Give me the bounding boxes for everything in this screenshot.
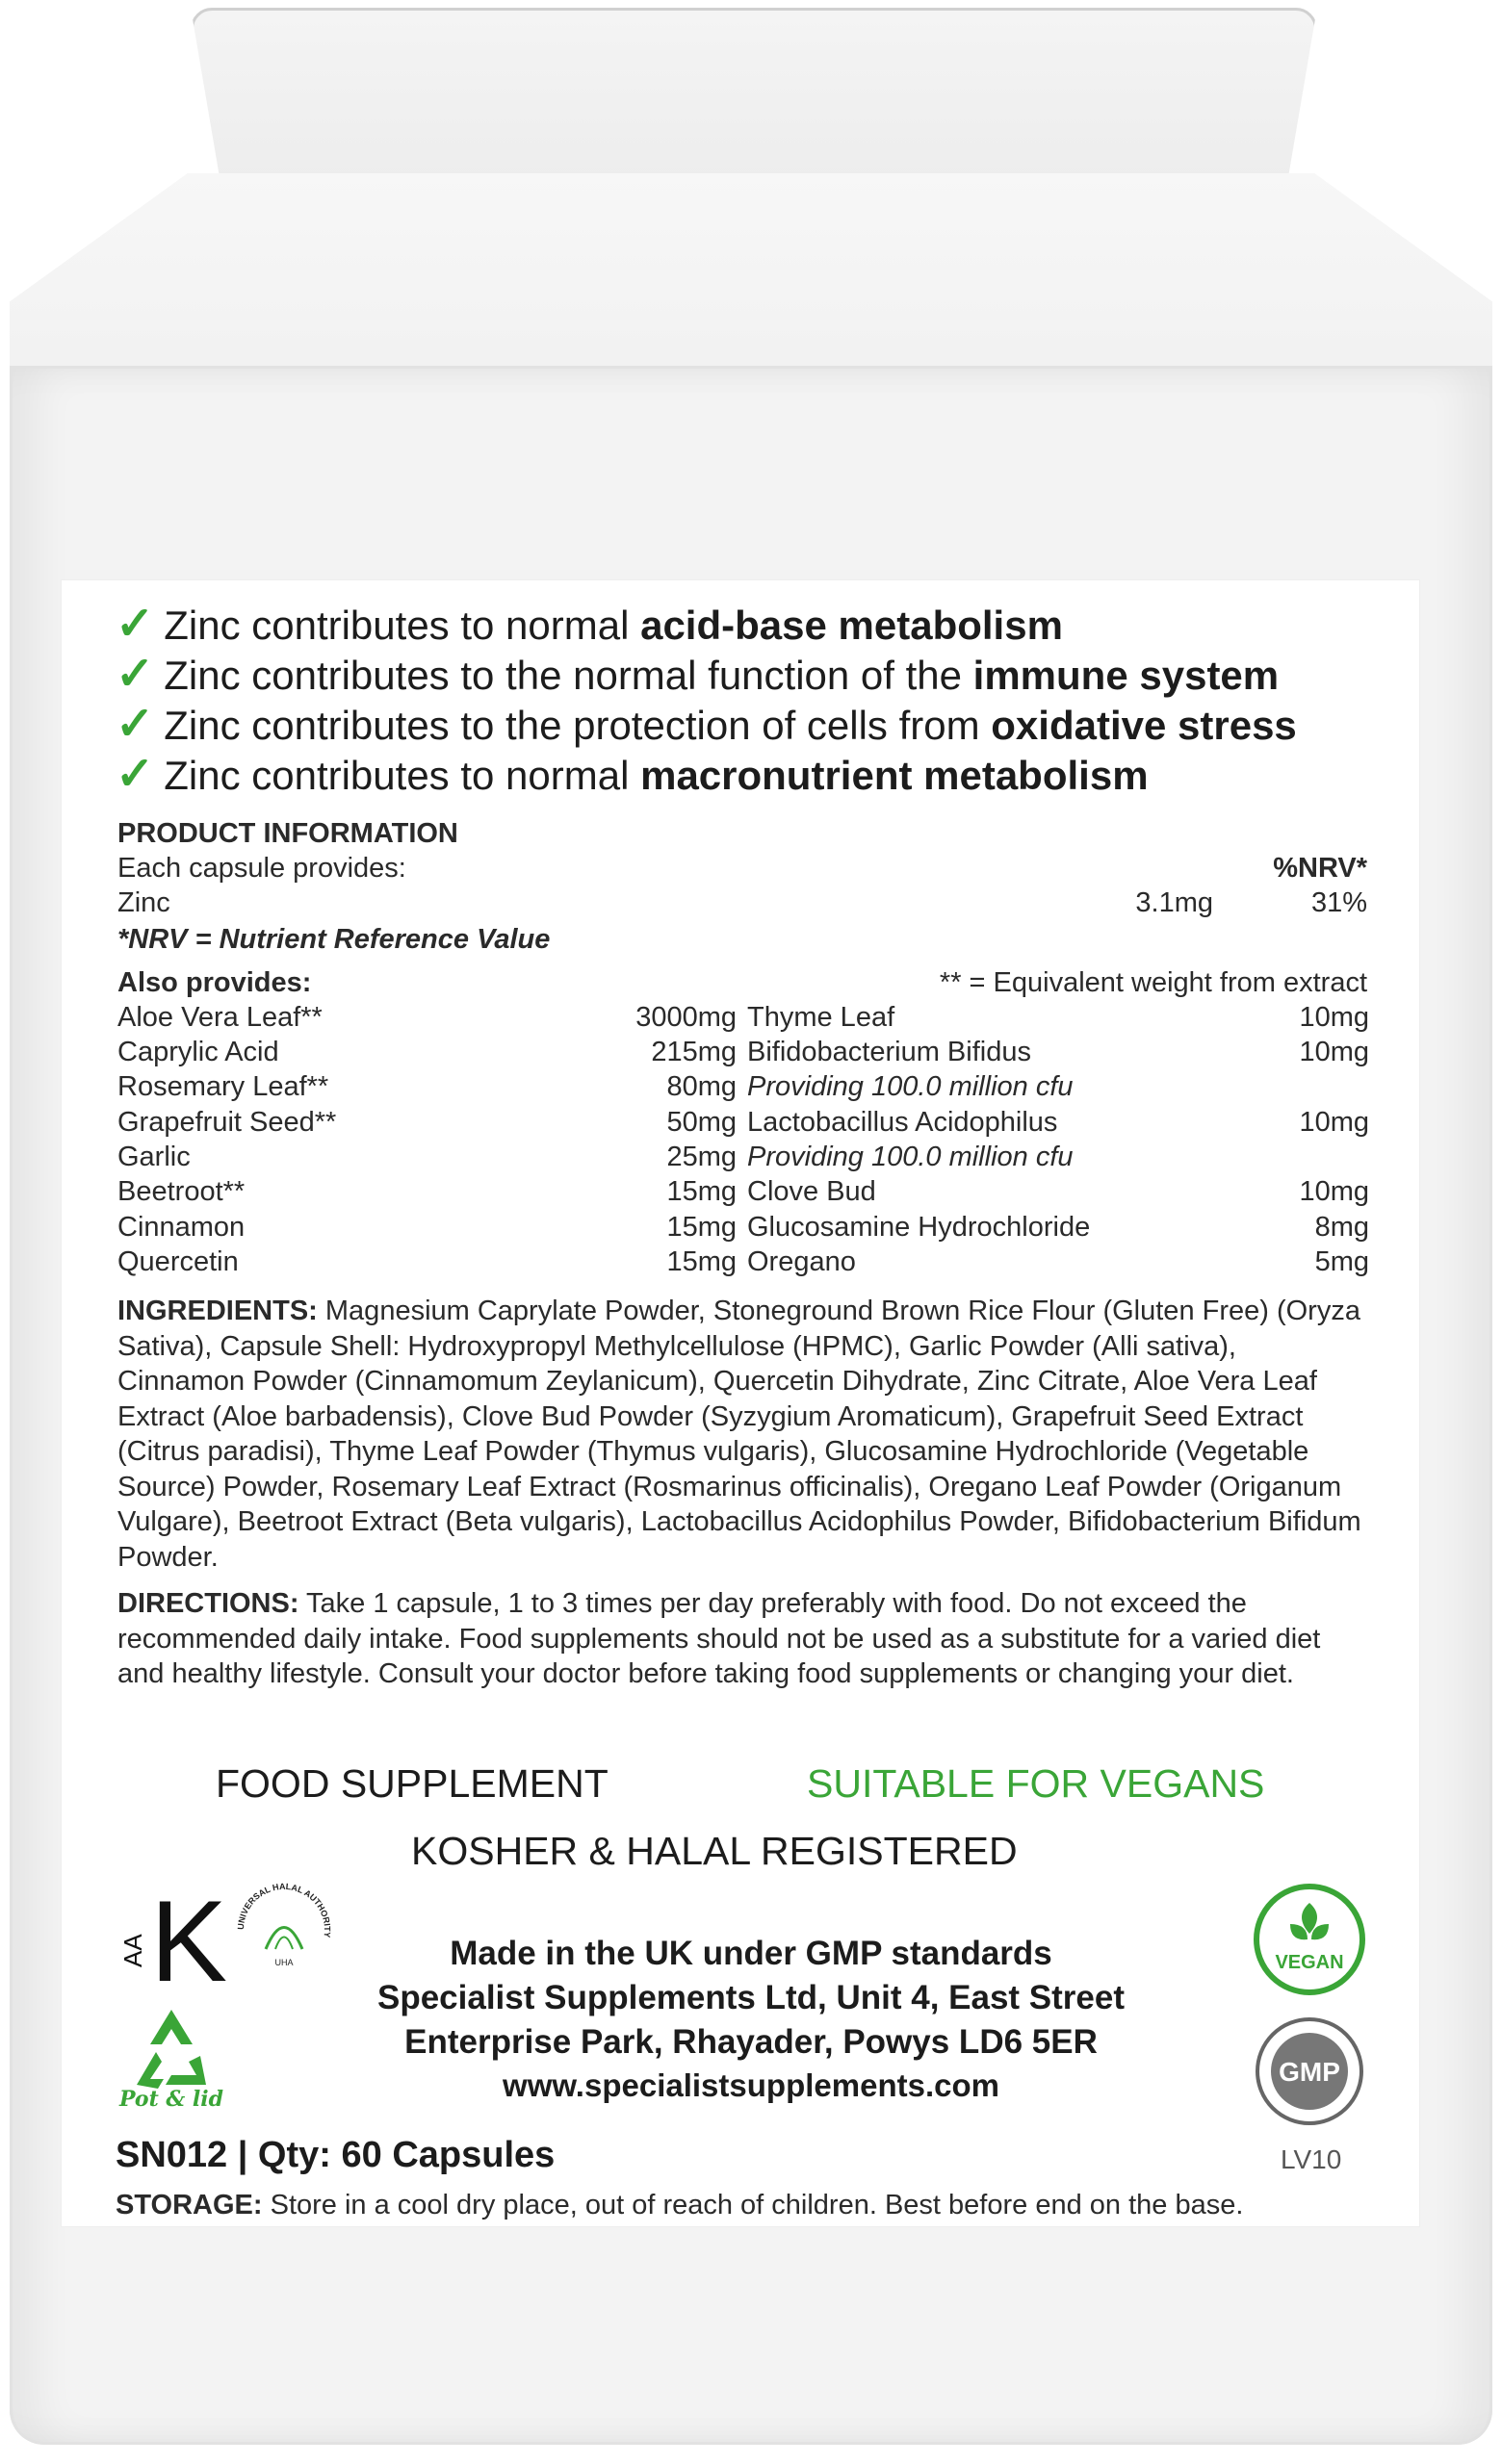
svg-text:K: K xyxy=(150,1877,228,1992)
list-item-amount: 8mg xyxy=(1314,1212,1369,1243)
nutrient-amount: 3.1mg xyxy=(1135,887,1213,918)
list-item-note: Providing 100.0 million cfu xyxy=(747,1071,1074,1102)
kosher-halal-text: KOSHER & HALAL REGISTERED xyxy=(411,1829,1018,1873)
nrv-note: *NRV = Nutrient Reference Value xyxy=(117,924,551,955)
list-item: Thyme Leaf xyxy=(747,1002,895,1033)
claim-3: ✓ Zinc contributes to the protection of cells from oxidative stress xyxy=(116,699,1297,750)
list-item-amount: 25mg xyxy=(666,1142,737,1172)
list-item: Lactobacillus Acidophilus xyxy=(747,1107,1058,1138)
checkmark-icon: ✓ xyxy=(116,749,155,800)
list-item-amount: 3000mg xyxy=(635,1002,737,1033)
list-item-amount: 10mg xyxy=(1299,1037,1369,1067)
list-item: Glucosamine Hydrochloride xyxy=(747,1212,1091,1243)
list-item: Rosemary Leaf** xyxy=(117,1071,329,1102)
food-supplement-text: FOOD SUPPLEMENT xyxy=(216,1761,609,1806)
list-item: Oregano xyxy=(747,1246,856,1277)
list-item-amount: 15mg xyxy=(666,1176,737,1207)
list-item: Clove Bud xyxy=(747,1176,876,1207)
nutrient-name: Zinc xyxy=(117,887,170,918)
list-item-amount: 10mg xyxy=(1299,1002,1369,1033)
directions-paragraph: DIRECTIONS: Take 1 capsule, 1 to 3 times per day preferably with food. Do not exceed the recommended daily intake. Food supplements should not be used as a substitute for a varied diet and healthy lifestyle. Consult your doctor before taking food supplements or changing your diet. xyxy=(117,1588,1321,1689)
svg-text:UNIVERSAL HALAL AUTHORITY: UNIVERSAL HALAL AUTHORITY xyxy=(235,1881,333,1938)
list-item: Quercetin xyxy=(117,1246,239,1277)
list-item-amount: 10mg xyxy=(1299,1176,1369,1207)
list-item: Cinnamon xyxy=(117,1212,246,1243)
svg-text:GMP: GMP xyxy=(1279,2057,1340,2087)
bottle-shoulder xyxy=(10,173,1492,395)
list-item-amount: 80mg xyxy=(666,1071,737,1102)
ingredients-paragraph: INGREDIENTS: Magnesium Caprylate Powder, Stoneground Brown Rice Flour (Gluten Free) (Oryza Sativa), Capsule Shell: Hydroxypropyl Methylcellulose (HPMC), Garlic Powder (Alli sativa), Cinnamon Powder (Cinnamomum Zeylanicum), Quercetin Dihydrate, Zinc Citrate, Aloe Vera Leaf Extract (Aloe barbadensis), Clove Bud Powder (Syzygium Aromaticum), Grapefruit Seed Extract (Citrus paradisi), Thyme Leaf Powder (Thymus vulgaris), Glucosamine Hydrochloride (Vegetable Source) Powder, Rosemary Leaf Extract (Rosmarinus officinalis), Oregano Leaf Powder (Origanum Vulgare), Beetroot Extract (Beta vulgaris), Lactobacillus Acidophilus Powder, Bifidobacterium Bifidum Powder. xyxy=(117,1296,1361,1573)
claim-4: ✓ Zinc contributes to normal macronutrient metabolism xyxy=(116,749,1149,800)
list-item: Bifidobacterium Bifidus xyxy=(747,1037,1031,1067)
list-item-amount: 5mg xyxy=(1314,1246,1369,1277)
list-item-amount: 10mg xyxy=(1299,1107,1369,1138)
list-item: Grapefruit Seed** xyxy=(117,1107,337,1138)
list-item-amount: 215mg xyxy=(651,1037,737,1067)
vegan-leaf-icon xyxy=(1252,1882,1367,1997)
website-link[interactable]: www.specialistsupplements.com xyxy=(503,2067,999,2103)
gmp-seal-icon xyxy=(1252,2014,1367,2129)
nutrient-nrv: 31% xyxy=(1310,887,1367,918)
checkmark-icon: ✓ xyxy=(116,599,155,650)
list-item-amount: 50mg xyxy=(666,1107,737,1138)
list-item: Aloe Vera Leaf** xyxy=(117,1002,323,1033)
made-in-uk: Made in the UK under GMP standards xyxy=(450,1935,1052,1972)
list-item: Beetroot** xyxy=(117,1176,246,1207)
vegan-logo xyxy=(1252,1882,1367,1997)
svg-text:VEGAN: VEGAN xyxy=(1275,1952,1344,1973)
claim-1: ✓ Zinc contributes to normal acid-base metabolism xyxy=(116,599,1063,650)
checkmark-icon: ✓ xyxy=(116,649,155,700)
storage-line: STORAGE: Store in a cool dry place, out of reach of children. Best before end on the base. xyxy=(116,2190,1244,2220)
company-address-line1: Specialist Supplements Ltd, Unit 4, East Street xyxy=(376,1979,1125,2016)
product-code-qty: SN012 | Qty: 60 Capsules xyxy=(116,2135,556,2175)
company-address-line2: Enterprise Park, Rhayader, Powys LD6 5ER xyxy=(404,2023,1098,2061)
suitable-for-vegans-text: SUITABLE FOR VEGANS xyxy=(807,1761,1265,1806)
list-item-note: Providing 100.0 million cfu xyxy=(747,1142,1074,1172)
extract-note: ** = Equivalent weight from extract xyxy=(939,967,1367,998)
checkmark-icon: ✓ xyxy=(116,699,155,750)
gmp-logo xyxy=(1252,2014,1367,2129)
list-item-amount: 15mg xyxy=(666,1212,737,1243)
nrv-header: %NRV* xyxy=(1273,853,1367,884)
list-item: Garlic xyxy=(117,1142,191,1172)
list-item: Caprylic Acid xyxy=(117,1037,279,1067)
each-capsule-label: Each capsule provides: xyxy=(117,853,406,884)
svg-text:AA: AA xyxy=(118,1934,147,1967)
list-item-amount: 15mg xyxy=(666,1246,737,1277)
product-info-heading: PRODUCT INFORMATION xyxy=(117,818,458,849)
recycle-caption: Pot & lid xyxy=(118,2087,224,2112)
svg-text:UHA: UHA xyxy=(274,1958,294,1967)
claim-2: ✓ Zinc contributes to the normal function of the immune system xyxy=(116,649,1280,700)
also-provides-heading: Also provides: xyxy=(117,967,312,998)
label-version: LV10 xyxy=(1281,2144,1342,2174)
